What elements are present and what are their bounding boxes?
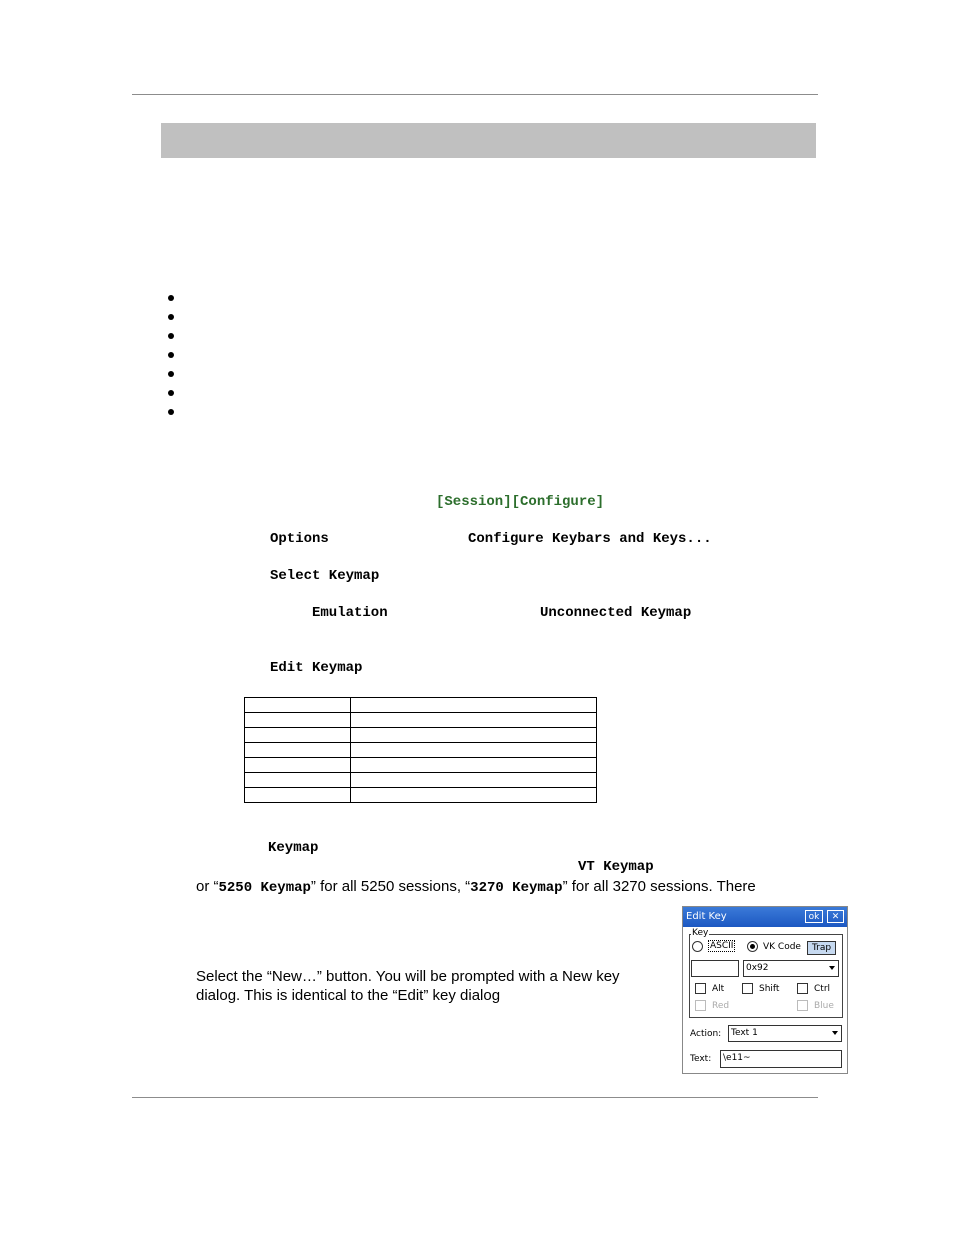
table-row <box>245 758 597 773</box>
bullet-4 <box>168 352 174 358</box>
close-icon[interactable]: ✕ <box>827 910 844 923</box>
text-input[interactable]: \e11~ <box>720 1050 842 1068</box>
blue-checkbox[interactable] <box>797 1000 808 1011</box>
shift-checkbox[interactable] <box>742 983 753 994</box>
bullet-7 <box>168 409 174 415</box>
vk-code-select[interactable] <box>743 960 839 977</box>
trap-button[interactable]: Trap <box>807 941 836 955</box>
table-row <box>245 713 597 728</box>
keymap-code: Keymap <box>268 840 319 856</box>
bullet-6 <box>168 390 174 396</box>
table-row <box>245 728 597 743</box>
red-checkbox[interactable] <box>695 1000 706 1011</box>
action-label: Action: <box>690 1029 722 1039</box>
5250-keymap-code: 5250 Keymap <box>218 880 311 896</box>
text-label: Text: <box>690 1054 712 1064</box>
new-button-instruction-line2: dialog. This is identical to the “Edit” key dialog <box>196 987 501 1004</box>
ascii-label: ASCII <box>710 941 734 951</box>
new-button-instruction-line1: Select the “New…” button. You will be prompted with a New key <box>196 968 620 985</box>
vk-code-value: 0x92 <box>746 963 769 973</box>
select-keymap-code: Select Keymap <box>270 568 380 584</box>
ascii-input[interactable] <box>691 960 739 977</box>
chevron-down-icon <box>829 966 835 970</box>
vk-code-radio[interactable] <box>747 941 758 952</box>
vt-keymap-code: VT Keymap <box>578 859 654 875</box>
table-row <box>245 773 597 788</box>
red-label: Red <box>712 1001 730 1011</box>
table-row <box>245 698 597 713</box>
bullet-3 <box>168 333 174 339</box>
action-value: Text 1 <box>731 1028 758 1038</box>
shift-label: Shift <box>759 984 780 994</box>
session-configure-code: [Session][Configure] <box>436 494 605 510</box>
section-heading-band <box>161 123 816 158</box>
alt-label: Alt <box>712 984 725 994</box>
ctrl-checkbox[interactable] <box>797 983 808 994</box>
chevron-down-icon <box>832 1031 838 1035</box>
action-select[interactable] <box>728 1025 842 1042</box>
key-group-label: Key <box>692 928 709 938</box>
edit-key-dialog <box>682 906 848 1074</box>
footer-rule <box>132 1097 818 1098</box>
line-suffix: ” for all 3270 sessions. There <box>562 878 756 895</box>
keymap-table <box>244 697 597 803</box>
edit-keymap-code: Edit Keymap <box>270 660 363 676</box>
options-code: Options <box>270 531 329 547</box>
vk-code-label: VK Code <box>763 942 801 952</box>
bullet-2 <box>168 314 174 320</box>
table-row <box>245 743 597 758</box>
ascii-radio[interactable] <box>692 941 703 952</box>
bullet-5 <box>168 371 174 377</box>
keymap-sessions-line <box>196 878 756 896</box>
ok-button[interactable]: ok <box>805 910 823 923</box>
dialog-title: Edit Key <box>686 911 727 922</box>
dialog-title-bar <box>683 907 847 927</box>
ctrl-label: Ctrl <box>814 984 831 994</box>
blue-label: Blue <box>814 1001 834 1011</box>
line-prefix: or “ <box>196 878 219 895</box>
3270-keymap-code: 3270 Keymap <box>470 880 563 896</box>
emulation-code: Emulation <box>312 605 388 621</box>
line-mid: ” for all 5250 sessions, “ <box>310 878 471 895</box>
unconnected-keymap-code: Unconnected Keymap <box>540 605 692 621</box>
table-row <box>245 788 597 803</box>
bullet-1 <box>168 295 174 301</box>
alt-checkbox[interactable] <box>695 983 706 994</box>
header-rule <box>132 94 818 95</box>
configure-keybars-code: Configure Keybars and Keys... <box>468 531 712 547</box>
